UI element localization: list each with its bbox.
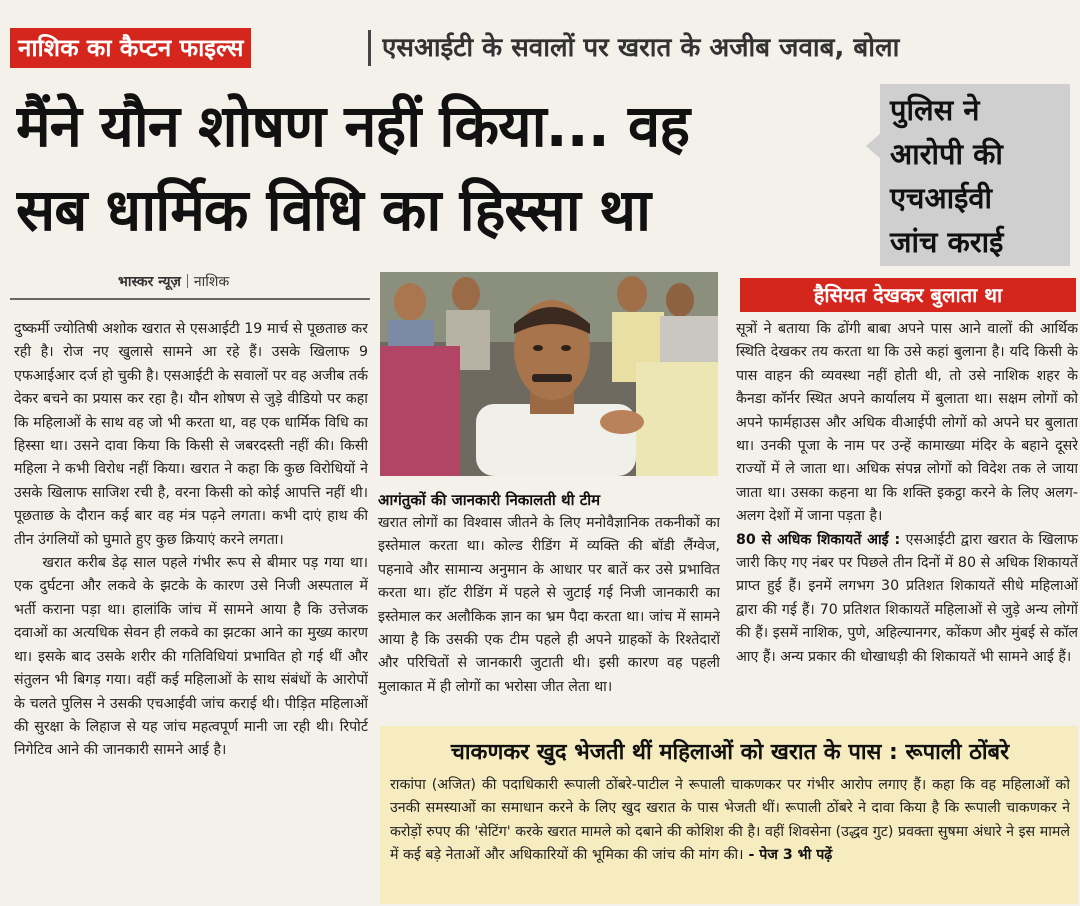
side-box-line: एचआईवी <box>890 181 992 215</box>
section-kicker: नाशिक का कैप्टन फाइल्स <box>10 28 251 68</box>
related-story-text: राकांपा (अजित) की पदाधिकारी रूपाली ठोंबरे-पाटील ने रूपाली चाकणकर पर गंभीर आरोप लगाए हैं। कहा कि वह महिलाओं को उनकी समस्याओं का समाधान करने के लिए खुद खरात के पास भेजती थीं। रूपाली ठोंबरे ने दावा किया है कि रूपाली चाकणकर ने करोड़ों रुपए की 'सेटिंग' करके खरात मामले को दबाने की कोशिश की है। वहीं शिवसेना (उद्धव गुट) प्रवक्ता सुषमा अंधारे ने इस मामले में कई बड़े नेताओं और अधिकारियों की भूमिका की जांच की मांग की। <box>390 777 1070 864</box>
byline-place: नाशिक <box>193 274 230 290</box>
photo-illustration <box>380 272 718 476</box>
byline-divider <box>187 274 188 288</box>
side-box-line: आरोपी की <box>890 137 1003 171</box>
byline <box>118 272 229 291</box>
complaints-lead: 80 से अधिक शिकायतें आईं : <box>736 531 901 548</box>
headline-line-1: मैंने यौन शोषण नहीं किया... वह <box>16 92 689 160</box>
article-column-2 <box>378 512 720 718</box>
byline-source: भास्कर न्यूज़ <box>118 274 181 290</box>
article-paragraph <box>390 774 1070 868</box>
news-photo <box>380 272 718 476</box>
complaints-text: एसआईटी द्वारा खरात के खिलाफ जारी किए गए नंबर पर पिछले तीन दिनों में 80 से अधिक शिकायतें प्राप्त हुई हैं। इनमें लगभग 30 प्रतिशत शिकायतें सीधे महिलाओं द्वारा की गई हैं। 70 प्रतिशत शिकायतें महिलाओं से जुड़े अन्य लोगों की हैं। इसमें नाशिक, पुणे, अहिल्यानगर, कोंकण और मुंबई से कॉल आए हैं। अन्य प्रकार की धोखाधड़ी की शिकायतें भी सामने आई हैं। <box>736 531 1078 665</box>
article-column-1 <box>14 318 368 904</box>
related-story-heading: चाकणकर खुद भेजती थीं महिलाओं को खरात के पास : रूपाली ठोंबरे <box>450 740 1010 765</box>
main-headline <box>16 84 866 252</box>
continued-reference: - पेज 3 भी पढ़ें <box>743 847 833 864</box>
side-box <box>880 84 1070 266</box>
kicker-divider <box>368 30 371 66</box>
article-paragraph: खरात करीब डेढ़ साल पहले गंभीर रूप से बीमार पड़ गया था। एक दुर्घटना और लकवे के झटके के कारण उसे निजी अस्पताल में भर्ती कराना पड़ा था। हालांकि जांच में सामने आया है कि उत्तेजक दवाओं का अत्यधिक सेवन ही लकवे का झटका आने का मुख्य कारण था। इसके बाद उसके शरीर की गतिविधियां प्रभावित हो गई थीं और संतुलन भी बिगड़ गया। वहीं कई महिलाओं के साथ संबंधों के आरोपों के चलते पुलिस ने उसकी एचआईवी जांच कराई थी। पीड़ित महिलाओं की सुरक्षा के लिहाज से यह जांच महत्वपूर्ण मानी जा रही थी। रिपोर्ट निगेटिव आने की जानकारी सामने आई है। <box>14 555 368 759</box>
article-paragraph: दुष्कर्मी ज्योतिषी अशोक खरात से एसआईटी 19 मार्च से पूछताछ कर रही है। रोज नए खुलासे सामने आ रहे हैं। उसके खिलाफ 9 एफआईआर दर्ज हो चुकी है। एसआईटी के सवालों पर वह अजीब तर्क देकर बचने का प्रयास कर रहा है। यौन शोषण से जुड़े वीडियो पर कहा कि महिलाओं के साथ वह जो भी करता था, वह एक धार्मिक विधि का हिस्सा था। उसने दावा किया कि किसी से जबरदस्ती नहीं की। किसी महिला ने कभी विरोध नहीं किया। खरात ने कहा कि कुछ विरोधियों ने उसके खिलाफ साजिश रची है, वरना किसी को कोई आपत्ति नहीं थी। पूछताछ के दौरान कई बार वह मंत्र पढ़ने लगता। कभी दाएं हाथ की तीन उंगलियों को घुमाते हुए कुछ क्रियाएं करने लगता। <box>14 321 368 548</box>
related-story-body <box>390 774 1070 902</box>
article-paragraph <box>736 529 1078 669</box>
article-column-3 <box>736 318 1078 718</box>
strap-headline: एसआईटी के सवालों पर खरात के अजीब जवाब, बोला <box>382 33 900 63</box>
headline-line-2: सब धार्मिक विधि का हिस्सा था <box>16 176 651 244</box>
article-paragraph: सूत्रों ने बताया कि ढोंगी बाबा अपने पास आने वालों की आर्थिक स्थिति देखकर तय करता था कि उसे कहां बुलाना है। यदि किसी के पास वाहन की व्यवस्था नहीं होती थी, तो उसे नाशिक शहर के कैनडा कॉर्नर स्थित अपने कार्यालय में बुलाता था। सक्षम लोगों को अपने फार्महाउस और अधिक वीआईपी लोगों को अपने घर बुलाता था। उनकी पूजा के नाम पर उन्हें कामाख्या मंदिर के बहाने दूसरे राज्यों में ले जाता था। अधिक संपन्न लोगों को विदेश तक ले जाया जाता था। उसका कहना था कि शक्ति इकट्ठा करने के लिए अलग-अलग देशों में जाना पड़ता है। <box>736 321 1078 525</box>
column-3-heading: हैसियत देखकर बुलाता था <box>813 283 1003 307</box>
side-box-line: पुलिस ने <box>890 93 980 127</box>
column-2-subheading: आगंतुकों की जानकारी निकालती थी टीम <box>378 491 601 509</box>
article-paragraph: खरात लोगों का विश्वास जीतने के लिए मनोवैज्ञानिक तकनीकों का इस्तेमाल करता था। कोल्ड रीडिंग में व्यक्ति की बॉडी लैंग्वेज, पहनावे और सामान्य अनुमान के आधार पर बातें कर उसे प्रभावित करता था। हॉट रीडिंग में पहले से जुटाई गई निजी जानकारी का इस्तेमाल कर अलौकिक ज्ञान का भ्रम पैदा करता था। जांच में सामने आया है कि उसकी एक टीम पहले ही अपने ग्राहकों के रिश्तेदारों और परिचितों से जानकारी जुटाती थी। इसी कारण वह पहली मुलाकात में ही लोगों का भरोसा जीत लेता था। <box>378 515 720 695</box>
column-rule <box>10 298 370 300</box>
side-box-line: जांच कराई <box>890 225 1004 259</box>
